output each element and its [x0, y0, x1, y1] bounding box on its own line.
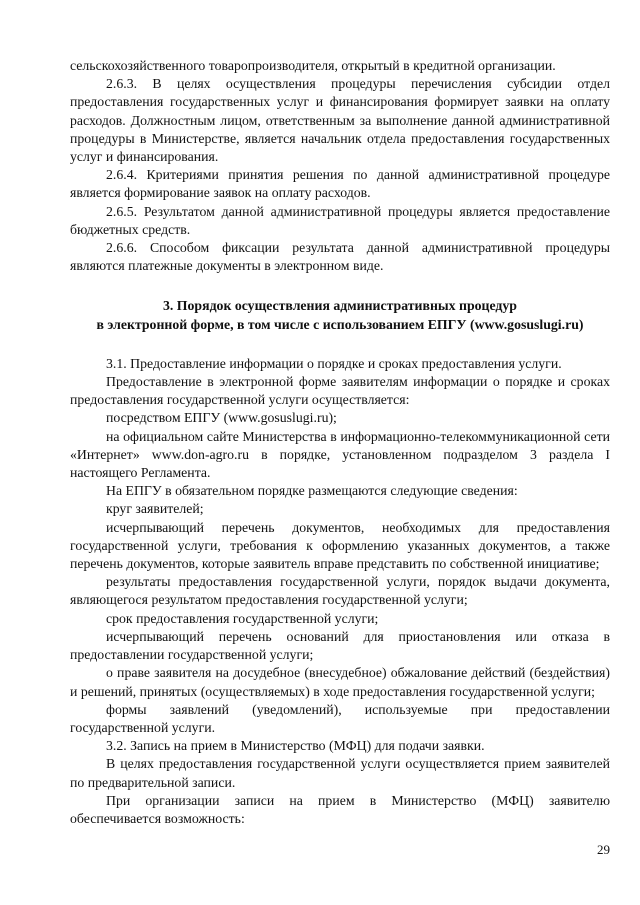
list-item: на официальном сайте Министерства в информационно-телекоммуникационной сети «Интернет» www.don-agro.ru в порядке, установленном подразделом 3 раздела I настоящего Регламента. [70, 428, 610, 481]
list-item: формы заявлений (уведомлений), используемые при предоставлении государственной услуги. [70, 701, 610, 735]
section-heading [70, 297, 610, 333]
list-item: посредством ЕПГУ (www.gosuslugi.ru); [106, 410, 337, 426]
list-item: срок предоставления государственной услуги; [106, 610, 379, 626]
paragraph-2-6-3: 2.6.3. В целях осуществления процедуры перечисления субсидии отдел предоставления государственных услуг и финансирования формирует заявки на оплату расходов. Должностным лицом, ответственным за выполнение данной административной процедуры в Министерстве, является начальник отдела предоставления государственных услуг и финансирования. [70, 76, 610, 165]
paragraph-continuation: сельскохозяйственного товаропроизводителя, открытый в кредитной организации. [70, 58, 556, 73]
list-item: круг заявителей; [106, 501, 204, 517]
paragraph-2-6-5: 2.6.5. Результатом данной административной процедуры является предоставление бюджетных средств. [70, 203, 610, 237]
list-item: исчерпывающий перечень оснований для приостановления или отказа в предоставлении государственной услуги; [70, 628, 610, 663]
section-heading-line-2: в электронной форме, в том числе с использованием ЕПГУ (www.gosuslugi.ru) [96, 316, 584, 332]
paragraph-2-6-4: 2.6.4. Критериями принятия решения по данной административной процедуре является формирование заявок на оплату расходов. [70, 167, 610, 201]
paragraph-3-1: 3.1. Предоставление информации о порядке и сроках предоставления услуги. [106, 355, 562, 371]
section-body [70, 355, 610, 828]
list-item: исчерпывающий перечень документов, необходимых для предоставления государственной услуги, требования к оформлению указанных документов, а также перечень документов, которые заявитель вправе представить по собственной инициативе; [70, 519, 610, 572]
paragraph: При организации записи на прием в Министерство (МФЦ) заявителю обеспечивается возможность: [70, 792, 610, 826]
paragraph-2-6-6: 2.6.6. Способом фиксации результата данной административной процедуры являются платежные документы в электронном виде. [70, 240, 610, 274]
top-text-block [70, 57, 610, 275]
page-number: 29 [597, 842, 610, 857]
list-item: результаты предоставления государственной услуги, порядок выдачи документа, являющегося результатом предоставления государственной услуги; [70, 574, 610, 608]
paragraph-3-2: 3.2. Запись на прием в Министерство (МФЦ) для подачи заявки. [106, 738, 485, 754]
paragraph: На ЕПГУ в обязательном порядке размещаются следующие сведения: [106, 483, 518, 499]
paragraph: В целях предоставления государственной услуги осуществляется прием заявителей по предварительной записи. [70, 756, 610, 790]
list-item: о праве заявителя на досудебное (внесудебное) обжалование действий (бездействия) и решений, принятых (осуществляемых) в ходе предоставления государственной услуги; [70, 665, 610, 699]
section-heading-line-1: 3. Порядок осуществления административных процедур [163, 298, 517, 314]
paragraph: Предоставление в электронной форме заявителям информации о порядке и сроках предоставления государственной услуги осуществляется: [70, 374, 610, 408]
